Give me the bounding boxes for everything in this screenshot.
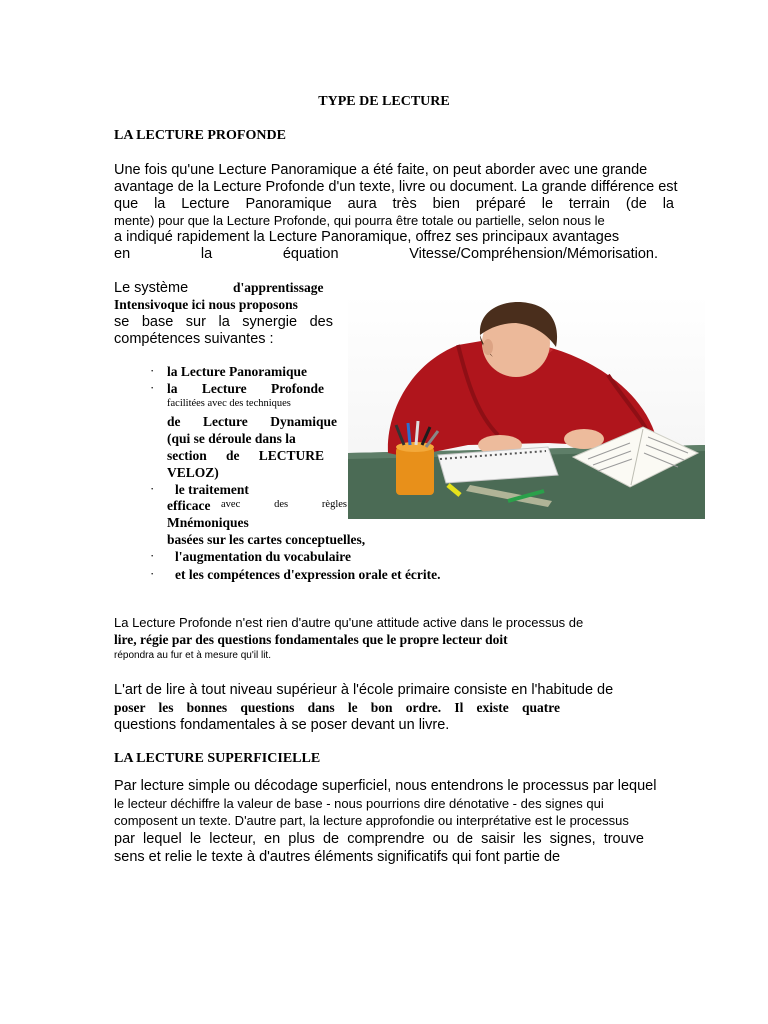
bullet-text-line: le traitement (175, 482, 249, 497)
bullet-text-line: efficace (167, 498, 211, 513)
para2-line-2: lire, régie par des questions fondamentales que le propre lecteur doit (114, 632, 508, 647)
para1-line-4: mente) pour que la Lecture Profonde, qui pourra être totale ou partielle, selon nous le (114, 213, 605, 228)
intro-text-e: compétences suivantes : (114, 331, 274, 347)
bullet-lecture-panoramique: la Lecture Panoramique (167, 364, 307, 379)
bullet-text-line: avec des règles (221, 499, 347, 510)
intro-text-b: d'apprentissage (233, 280, 324, 295)
para1-line-2: avantage de la Lecture Profonde d'un texte, livre ou document. La grande différence est (114, 179, 678, 195)
para1-line-5: a indiqué rapidement la Lecture Panoramique, offrez ses principaux avantages (114, 229, 620, 245)
para3-line-2: poser les bonnes questions dans le bon ordre. Il existe quatre (114, 700, 560, 715)
bullet-text-line: Mnémoniques (167, 515, 249, 530)
para1-line-6: en la équation Vitesse/Compréhension/Mémorisation. (114, 246, 658, 262)
section2-line-1: Par lecture simple ou décodage superficiel, nous entendrons le processus par lequel (114, 778, 657, 794)
bullet-vocabulaire: l'augmentation du vocabulaire (175, 549, 352, 564)
bullet-marker: · (150, 566, 155, 581)
intro-text-d: se base sur la synergie des (114, 314, 333, 330)
section-heading-lecture-superficielle: LA LECTURE SUPERFICIELLE (114, 751, 321, 766)
bullet-text-line: basées sur les cartes conceptuelles, (167, 532, 366, 547)
para2-line-1: La Lecture Profonde n'est rien d'autre qu'une attitude active dans le processus de (114, 615, 584, 630)
section2-line-4: par lequel le lecteur, en plus de comprendre ou de saisir les signes, trouve (114, 831, 644, 847)
bullet-expression: et les compétences d'expression orale et écrite. (175, 567, 441, 582)
section-heading-lecture-profonde: LA LECTURE PROFONDE (114, 128, 286, 143)
bullet-text-line: VELOZ) (167, 465, 219, 480)
para2-line-3: répondra au fur et à mesure qu'il lit. (114, 650, 271, 661)
page-title: TYPE DE LECTURE (318, 94, 450, 109)
section2-line-2: le lecteur déchiffre la valeur de base - nous pourrions dire dénotative - des signes qui (114, 796, 604, 811)
student-reading-photo (348, 295, 705, 519)
bullet-marker: · (150, 380, 155, 395)
para1-line-1: Une fois qu'une Lecture Panoramique a été faite, on peut aborder avec une grande (114, 162, 648, 178)
bullet-text-line: de Lecture Dynamique (167, 414, 337, 429)
intro-text-c: Intensivoque ici nous proposons (114, 297, 298, 312)
bullet-marker: · (150, 363, 155, 378)
bullet-marker: · (150, 548, 155, 563)
bullet-text-line: (qui se déroule dans la (167, 431, 296, 446)
bullet-marker: · (150, 481, 155, 496)
section2-line-3: composent un texte. D'autre part, la lecture approfondie ou interprétative est le processus (114, 813, 629, 828)
para1-line-3: que la Lecture Panoramique aura très bien préparé le terrain (de la (114, 196, 674, 212)
bullet-text-line: section de LECTURE (167, 448, 324, 463)
para3-line-1: L'art de lire à tout niveau supérieur à l'école primaire consiste en l'habitude de (114, 682, 614, 698)
intro-text-a: Le système (114, 280, 189, 296)
bullet-text-line: facilitées avec des techniques (167, 398, 291, 409)
bullet-lecture-profonde: la Lecture Profonde (167, 381, 324, 396)
section2-line-5: sens et relie le texte à d'autres éléments significatifs qui font partie de (114, 849, 561, 865)
para3-line-3: questions fondamentales à se poser devant un livre. (114, 717, 450, 733)
